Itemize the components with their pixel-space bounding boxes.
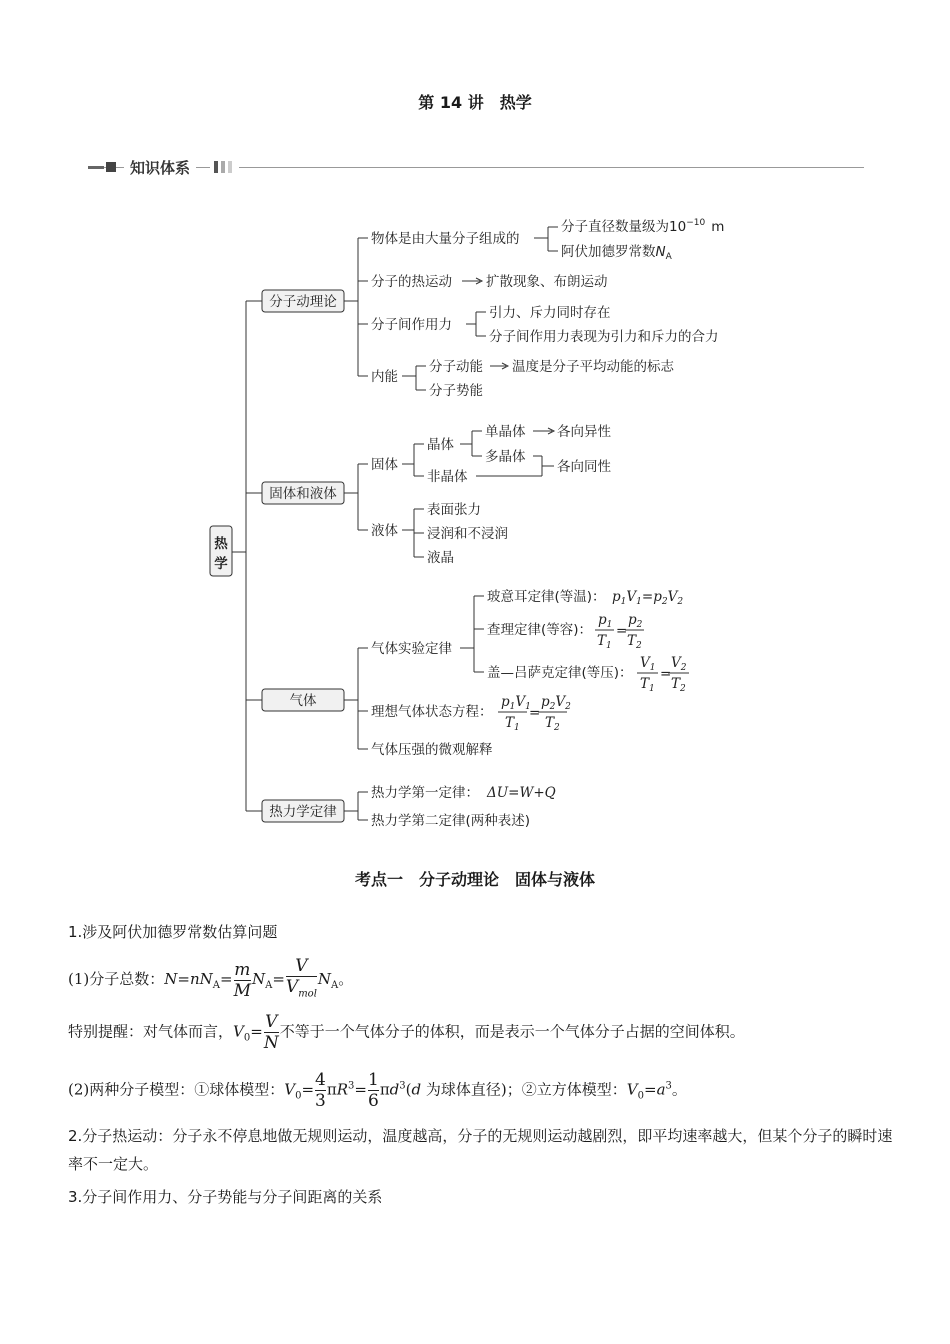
tree-relixue-first: 热力学第一定律：: [371, 785, 479, 801]
svg-text:T2: $T_2$: [627, 633, 642, 651]
tree-guti-iso: 各向同性: [557, 459, 611, 475]
tree-qiti-ideal: 理想气体状态方程：: [371, 704, 493, 720]
para1-heading: 1.涉及阿伏加德罗常数估算问题: [68, 923, 278, 941]
gay-lussac-formula: [637, 655, 689, 694]
svg-text:=: =: [616, 623, 628, 639]
tree-fenzi-b: 分子的热运动: [371, 274, 452, 290]
tree-guti-l2: 浸润和不浸润: [427, 526, 508, 542]
tree-guti-noncrystal: 非晶体: [427, 469, 468, 485]
bars-icon: [210, 161, 239, 174]
tree-guti-poly: 多晶体: [485, 449, 526, 465]
tree-fenzi-c1: 引力、斥力同时存在: [489, 305, 611, 321]
svg-text:T1: $T_1$: [505, 715, 520, 733]
tree-fenzi-d: 内能: [371, 369, 398, 385]
svg-text:p1: $p_1$: [598, 612, 613, 630]
tree-fenzi-d1a: 温度是分子平均动能的标志: [512, 359, 674, 375]
tree-fenzi-d2: 分子势能: [429, 383, 483, 399]
tree-qiti-micro: 气体压强的微观解释: [371, 742, 493, 758]
tree-guti-l3: 液晶: [427, 550, 454, 566]
tree-fenzi-b1: 扩散现象、布朗运动: [486, 274, 608, 290]
tree-fenzi-a1: 分子直径数量级为$10^{-10}$ m: [561, 218, 725, 235]
tree-label-relixue: 热力学定律: [269, 804, 337, 820]
tree-qiti-boyle: 玻意耳定律(等温)：: [487, 589, 606, 605]
tree-fenzi-d1: 分子动能: [429, 359, 483, 375]
tree-label-qiti: 气体: [289, 693, 317, 709]
section-label: 知识体系: [124, 157, 196, 178]
tree-guti-aniso: 各向异性: [557, 424, 611, 440]
para1-item2: (2)两种分子模型：①球体模型：$V_0=$ $\frac{4}{3}$ $\pi R^3=$ $\frac{1}{6}$ $\pi d^3(d$ 为球体直径)；②立方体模型：$V_0=a^3$。: [68, 1070, 687, 1111]
tree-guti-l1: 表面张力: [427, 502, 481, 518]
section-header: [88, 156, 864, 180]
tree-guti-liquid: 液体: [371, 523, 398, 539]
tree-guti-crystal: 晶体: [427, 437, 454, 453]
para1-item1: (1)分子总数：$N=nN_A=$ $\frac{m}{M}$ $N_A=$ $\frac{V}{V_{mol}}$ $N_A$。: [68, 956, 354, 1001]
tree-guti-solid: 固体: [371, 457, 398, 473]
svg-text:T2: $T_2$: [671, 676, 686, 694]
tree-fenzi-c: 分子间作用力: [371, 317, 452, 333]
tree-fenzi-c2: 分子间作用力表现为引力和斥力的合力: [489, 329, 719, 345]
square-icon: [106, 162, 116, 172]
svg-text:=: =: [660, 666, 672, 682]
tree-fenzi-a2: 阿伏加德罗常数$N_A$: [561, 244, 672, 262]
ideal-gas-formula: [498, 694, 571, 733]
svg-text:p1V1: $p_1V_1$: [501, 694, 531, 712]
svg-text:T1: $T_1$: [640, 676, 655, 694]
tree-qiti-exp: 气体实验定律: [371, 641, 452, 657]
tree-fenzi-a: 物体是由大量分子组成的: [371, 231, 520, 247]
tree-relixue-second: 热力学第二定律(两种表述): [371, 813, 531, 829]
tree-label-guti: 固体和液体: [269, 486, 337, 502]
svg-text:p2: $p_2$: [628, 612, 643, 630]
para2: 2.分子热运动：分子永不停息地做无规则运动，温度越高，分子的无规则运动越剧烈，即平均速率越大，但某个分子的瞬时速率不一定大。: [68, 1127, 893, 1173]
svg-text:V2: $V_2$: [671, 655, 687, 673]
para3-heading: 3.分子间作用力、分子势能与分子间距离的关系: [68, 1188, 383, 1206]
tree-guti-single: 单晶体: [485, 424, 526, 440]
tree-root-char2: 学: [214, 556, 228, 572]
tree-qiti-gay: 盖—吕萨克定律(等压)：: [487, 665, 633, 681]
kaodian-title: 考点一 分子动理论 固体与液体: [354, 870, 595, 889]
page-title: 第 14 讲 热学: [418, 93, 532, 112]
para1-note: 特别提醒：对气体而言，$V_0=$ $\frac{V}{N}$ 不等于一个气体分子的体积，而是表示一个气体分子占据的空间体积。: [68, 1012, 745, 1053]
divider-dash: [88, 166, 104, 169]
tree-label-fenzi: 分子动理论: [269, 294, 337, 310]
tree-relixue-first-eq: ΔU=W+Q: [487, 785, 556, 801]
tree-qiti-charles: 查理定律(等容)：: [487, 622, 593, 638]
charles-formula: [595, 612, 644, 651]
divider-line: [88, 167, 864, 168]
svg-text:T1: $T_1$: [597, 633, 612, 651]
svg-text:T2: $T_2$: [545, 715, 560, 733]
svg-text:p2V2: $p_2V_2$: [541, 694, 571, 712]
knowledge-tree: [0, 200, 950, 840]
svg-text:=: =: [529, 705, 541, 721]
svg-text:V1: $V_1$: [640, 655, 656, 673]
tree-root-char1: 热: [214, 536, 228, 552]
boyle-formula: $p_1V_1=p_2V_2$: [612, 589, 684, 607]
